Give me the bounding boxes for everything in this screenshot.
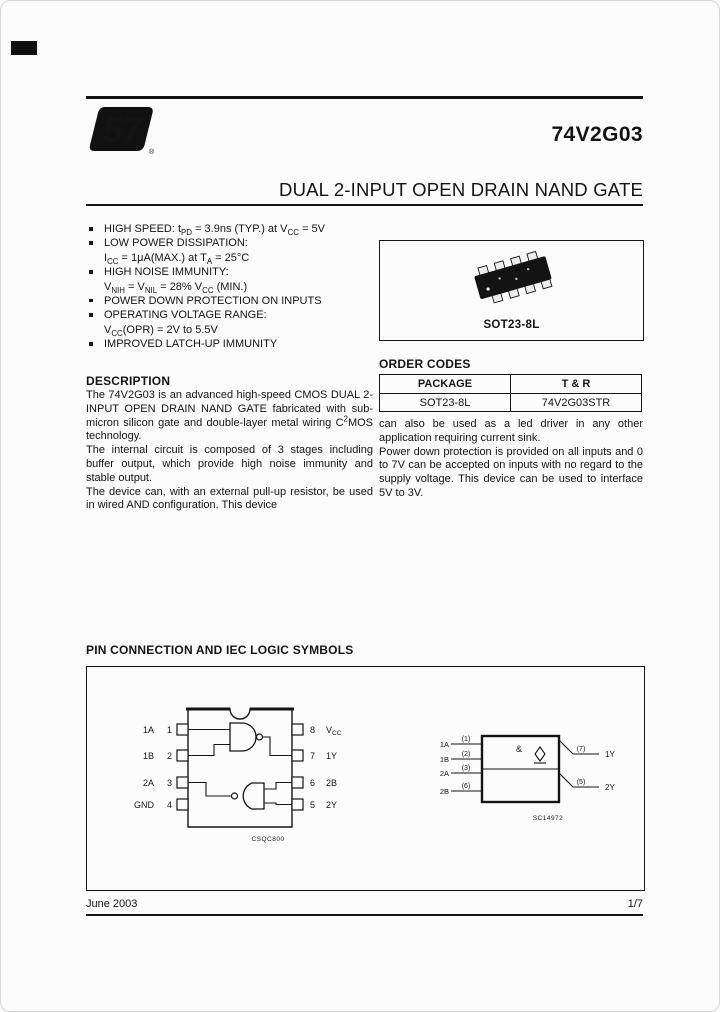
feature-text: IMPROVED LATCH-UP IMMUNITY bbox=[104, 338, 278, 351]
document-title: DUAL 2-INPUT OPEN DRAIN NAND GATE bbox=[279, 179, 643, 200]
gate-2-bubble-icon bbox=[232, 793, 238, 799]
feature-text: $V_{CC}(OPR) = 2V$ to 5.5V bbox=[104, 323, 218, 338]
feature-item-continuation bbox=[86, 280, 386, 294]
description-heading: DESCRIPTION bbox=[86, 374, 171, 388]
nand-gate-2 bbox=[243, 783, 264, 809]
pin-5 bbox=[292, 799, 303, 810]
sot23-package-image bbox=[447, 247, 577, 314]
description-paragraph: Power down protection is provided on all inputs and 0 to 7V can be accepted on inputs with no regard to the supply voltage. This device can be used to interface 5V to 3V. bbox=[379, 445, 643, 499]
feature-item bbox=[86, 222, 386, 236]
pin-connection-figure-box bbox=[86, 666, 645, 891]
order-codes-table bbox=[379, 374, 642, 412]
open-drain-diamond-icon bbox=[534, 747, 546, 763]
iec-output-label-1y: 1Y bbox=[605, 750, 615, 759]
feature-text: OPERATING VOLTAGE RANGE: bbox=[104, 309, 267, 322]
iec-output-pin-5: (5) bbox=[576, 779, 586, 786]
pin-3 bbox=[177, 777, 188, 788]
pin-number-6: 6 bbox=[310, 778, 316, 788]
feature-item bbox=[86, 236, 386, 250]
registered-trademark-symbol: ® bbox=[149, 149, 155, 155]
iec-input-pin-6: (6) bbox=[461, 783, 471, 790]
cell-package: SOT23-8L bbox=[380, 394, 511, 412]
and-function-symbol: & bbox=[516, 744, 523, 754]
pin-number-4: 4 bbox=[166, 800, 172, 810]
bullet-icon bbox=[89, 313, 93, 317]
order-codes-header-row bbox=[380, 375, 642, 394]
title-rule bbox=[86, 204, 643, 206]
pin-number-7: 7 bbox=[310, 751, 316, 761]
feature-item bbox=[86, 308, 386, 322]
pin-number-8: 8 bbox=[310, 725, 316, 735]
iec-input-pin-1: (1) bbox=[461, 736, 471, 743]
column-header-package: PACKAGE bbox=[380, 375, 511, 394]
part-number: 74V2G03 bbox=[551, 123, 643, 146]
feature-item bbox=[86, 265, 386, 279]
pin-label-2a: 2A bbox=[142, 778, 154, 788]
bullet-icon bbox=[89, 227, 93, 231]
bullet-icon bbox=[89, 342, 93, 346]
pin-7 bbox=[292, 750, 303, 761]
pin-connection-heading: PIN CONNECTION AND IEC LOGIC SYMBOLS bbox=[86, 643, 354, 657]
pin-number-2: 2 bbox=[166, 751, 172, 761]
figure-code: CSQC800 bbox=[251, 836, 285, 843]
feature-item bbox=[86, 294, 386, 308]
description-left-column bbox=[86, 389, 373, 513]
st-logo bbox=[88, 105, 158, 155]
description-paragraph: The 74V2G03 is an advanced high-speed CMOS DUAL 2-INPUT OPEN DRAIN NAND GATE fabricated with sub-micron silicon gate and double-layer metal wiring $C^2MOS$ technology. bbox=[86, 389, 373, 443]
pin-label-2b: 2B bbox=[326, 778, 338, 788]
features-list bbox=[86, 222, 386, 352]
package-name-label: SOT23-8L bbox=[483, 319, 540, 331]
feature-item-continuation bbox=[86, 251, 386, 265]
feature-text: HIGH NOISE IMMUNITY: bbox=[104, 266, 229, 279]
iec-output-pin-7: (7) bbox=[576, 746, 586, 753]
feature-text: HIGH SPEED: $t_{PD} = 3.9ns$ (TYP.) at $V_{CC} = 5V$ bbox=[104, 223, 325, 238]
pin-label-2y: 2Y bbox=[326, 800, 338, 810]
pin-6 bbox=[292, 777, 303, 788]
description-right-column bbox=[379, 418, 643, 501]
footer-page-number: 1/7 bbox=[627, 898, 643, 910]
iec-input-pin-3: (3) bbox=[461, 765, 471, 772]
feature-item-continuation bbox=[86, 323, 386, 337]
table-row bbox=[380, 394, 642, 412]
bullet-icon bbox=[89, 270, 93, 274]
pin-number-3: 3 bbox=[166, 778, 172, 788]
pin-label-1a: 1A bbox=[142, 725, 154, 735]
bullet-icon bbox=[89, 299, 93, 303]
description-paragraph: The device can, with an external pull-up resistor, be used in wired AND configuration. This device bbox=[86, 485, 373, 512]
description-paragraph: can also be used as a led driver in any other application requiring current sink. bbox=[379, 418, 643, 444]
pin-4 bbox=[177, 799, 188, 810]
pin-label-gnd: GND bbox=[134, 800, 154, 810]
feature-item bbox=[86, 337, 386, 351]
iec-input-label-1a: 1A bbox=[439, 740, 449, 749]
pin-label-1y: 1Y bbox=[326, 751, 338, 761]
cell-order-code: 74V2G03STR bbox=[511, 394, 642, 412]
pin-label-1b: 1B bbox=[142, 751, 154, 761]
footer-date: June 2003 bbox=[86, 898, 138, 910]
iec-output-label-2y: 2Y bbox=[605, 783, 615, 792]
iec-input-label-2b: 2B bbox=[439, 787, 449, 796]
column-header-tr: T & R bbox=[511, 375, 642, 394]
scan-registration-mark bbox=[11, 41, 37, 55]
pin-number-1: 1 bbox=[166, 725, 172, 735]
st-logo-glyphs: 57 bbox=[103, 111, 142, 150]
order-codes-heading: ORDER CODES bbox=[379, 357, 471, 371]
figure-code: SC14972 bbox=[532, 815, 564, 822]
iec-input-pin-2: (2) bbox=[461, 751, 471, 758]
iec-input-label-1b: 1B bbox=[439, 755, 449, 764]
bullet-icon bbox=[89, 241, 93, 245]
header-top-rule bbox=[86, 96, 643, 99]
feature-text: $I_{CC} = 1\mu A(MAX.)$ at $T_A = 25^\circ C$ bbox=[104, 251, 250, 266]
footer-rule bbox=[86, 914, 643, 916]
pin-2 bbox=[177, 750, 188, 761]
feature-text: $V_{NIH} = V_{NIL} = 28\%$ $V_{CC}$ (MIN.) bbox=[104, 280, 248, 295]
iec-input-label-2a: 2A bbox=[439, 769, 449, 778]
gate-1-bubble-icon bbox=[257, 734, 263, 740]
pin-connection-diagram bbox=[120, 695, 360, 865]
description-paragraph: The internal circuit is composed of 3 stages including buffer output, which provide high noise immunity and stable output. bbox=[86, 444, 373, 484]
package-picture-box bbox=[379, 240, 644, 341]
feature-text: LOW POWER DISSIPATION: bbox=[104, 237, 248, 250]
feature-text: POWER DOWN PROTECTION ON INPUTS bbox=[104, 294, 322, 307]
nand-gate-1 bbox=[230, 723, 256, 751]
iec-logic-symbol bbox=[429, 725, 644, 825]
pin-8 bbox=[292, 724, 303, 735]
pin-number-5: 5 bbox=[310, 800, 316, 810]
pin-label-vcc: $V_{CC}$ bbox=[326, 725, 342, 737]
pin-1 bbox=[177, 724, 188, 735]
